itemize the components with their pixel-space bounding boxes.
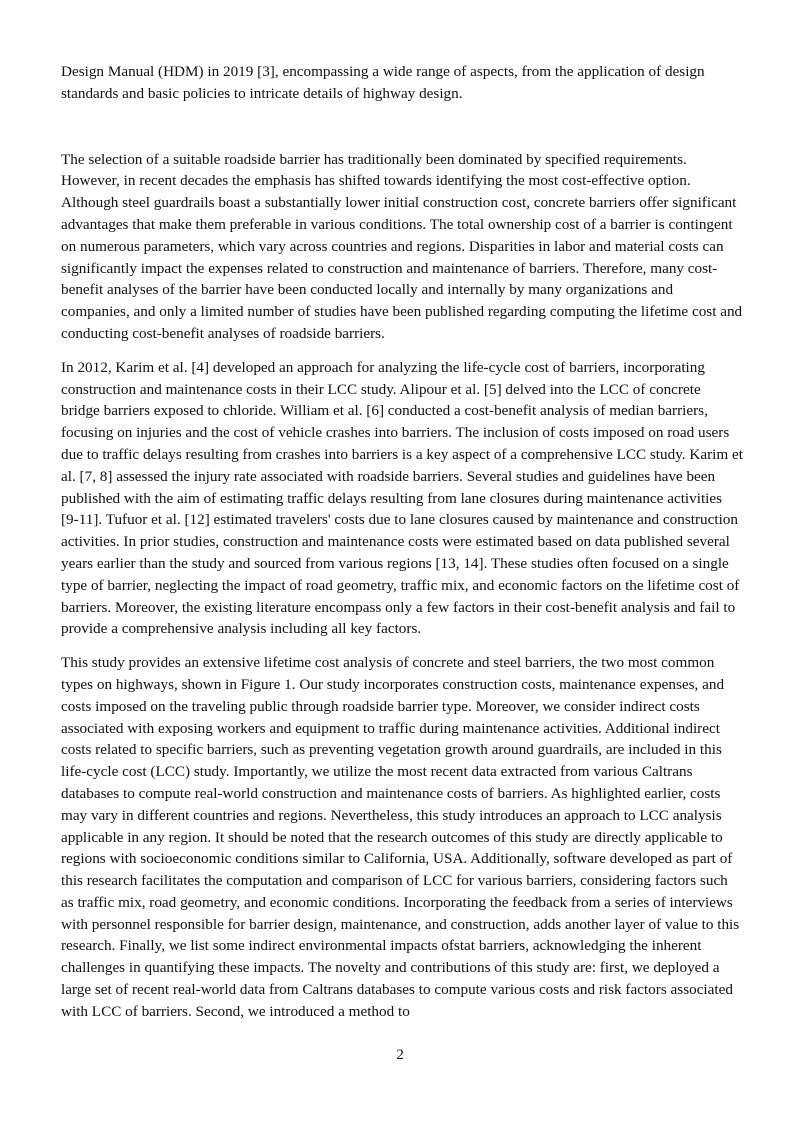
page-body [61,61,743,1023]
paragraph-barrier-selection: The selection of a suitable roadside barrier has traditionally been dominated by specified requirements. However, in recent decades the emphasis has shifted towards identifying the most cost-effective option. Although steel guardrails boast a substantially lower initial construction cost, concrete barriers offer significant advantages that make them preferable in various conditions. The total ownership cost of a barrier is contingent on numerous parameters, which vary across countries and regions. Disparities in labor and material costs can significantly impact the expenses related to construction and maintenance of barriers. Therefore, many cost-benefit analyses of the barrier have been conducted locally and internally by many organizations and companies, and only a limited number of studies have been published regarding computing the lifetime cost and conducting cost-benefit analyses of roadside barriers. [61,150,743,342]
page-number: 2 [396,1046,404,1063]
paragraph-study-contributions: This study provides an extensive lifetime cost analysis of concrete and steel barriers, the two most common types on highways, shown in Figure 1. Our study incorporates construction costs, maintenance expenses, and costs imposed on the traveling public through roadside barrier type. Moreover, we consider indirect costs associated with exposing workers and equipment to traffic during maintenance activities. Additional indirect costs related to specific barriers, such as preventing vegetation growth around guardrails, are included in this life-cycle cost (LCC) study. Importantly, we utilize the most recent data extracted from various Caltrans databases to compute real-world construction and maintenance costs of barriers. As highlighted earlier, costs may vary in different countries and regions. Nevertheless, this study introduces an approach to LCC analysis applicable in any region. It should be noted that the research outcomes of this study are directly applicable to regions with socioeconomic conditions similar to California, USA. Additionally, software developed as part of this research facilitates the computation and comparison of LCC for various barriers, considering factors such as traffic mix, road geometry, and economic conditions. Incorporating the feedback from a series of interviews with personnel responsible for barrier design, maintenance, and construction, adds another layer of value to this research. Finally, we list some indirect environmental impacts ofstat barriers, acknowledging the inherent challenges in quantifying these impacts. The novelty and contributions of this study are: first, we deployed a large set of recent real-world data from Caltrans databases to compute various costs and risk factors associated with LCC of barriers. Second, we introduced a method to [61,654,740,1020]
paragraph-hdm-continuation: Design Manual (HDM) in 2019 [3], encompassing a wide range of aspects, from the application of design standards and basic policies to intricate details of highway design. [61,63,705,102]
paragraph-literature-review: In 2012, Karim et al. [4] developed an approach for analyzing the life-cycle cost of barriers, incorporating construction and maintenance costs in their LCC study. Alipour et al. [5] delved into the LCC of concrete bridge barriers exposed to chloride. William et al. [6] conducted a cost-benefit analysis of median barriers, focusing on injuries and the cost of vehicle crashes into barriers. The inclusion of costs imposed on road users due to traffic delays resulting from crashes into barriers is a key aspect of a comprehensive LCC study. Karim et al. [7, 8] assessed the injury rate associated with roadside barriers. Several studies and guidelines have been published with the aim of estimating traffic delays resulting from lane closures during maintenance activities [9-11]. Tufuor et al. [12] estimated travelers' costs due to lane closures caused by maintenance and construction activities. In prior studies, construction and maintenance costs were estimated based on data published several years earlier than the study and sourced from various regions [13, 14]. These studies often focused on a single type of barrier, neglecting the impact of road geometry, traffic mix, and economic factors on the lifetime cost of barriers. Moreover, the existing literature encompass only a few factors in their cost-benefit analysis and fail to provide a comprehensive analysis including all key factors. [61,358,743,638]
